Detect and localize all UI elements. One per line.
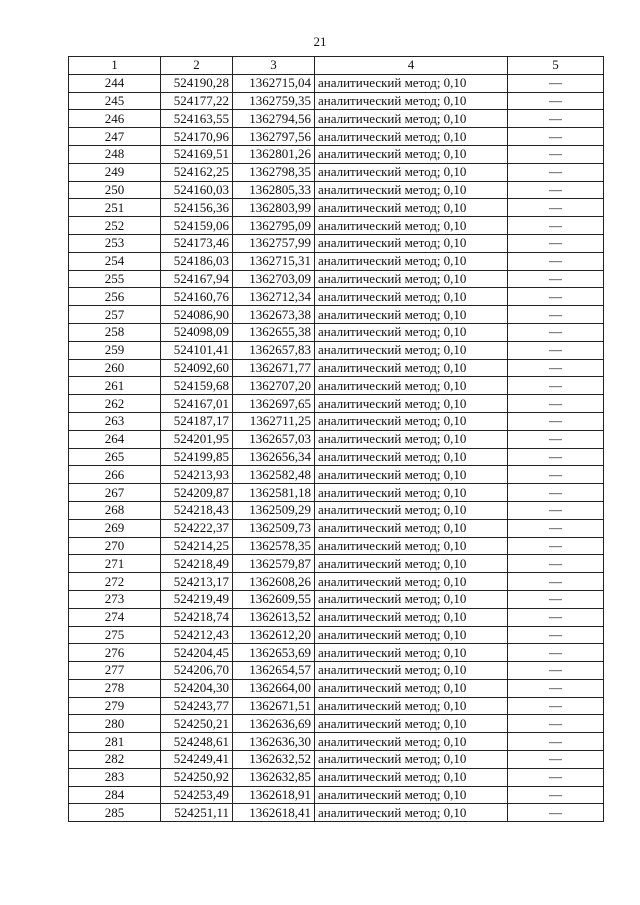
point-number-cell: 255 [69, 270, 161, 288]
table-row [69, 395, 604, 413]
point-number-cell: 252 [69, 217, 161, 235]
table-row [69, 733, 604, 751]
point-number-cell: 280 [69, 715, 161, 733]
point-number-cell: 256 [69, 288, 161, 306]
point-number-cell: 258 [69, 323, 161, 341]
x-coordinate-cell: 524101,41 [161, 341, 233, 359]
x-coordinate-cell: 524169,51 [161, 145, 233, 163]
table-row [69, 74, 604, 92]
remark-cell: — [508, 288, 604, 306]
y-coordinate-cell: 1362795,09 [233, 217, 315, 235]
x-coordinate-cell: 524201,95 [161, 430, 233, 448]
method-cell: аналитический метод; 0,10 [315, 715, 508, 733]
method-cell: аналитический метод; 0,10 [315, 217, 508, 235]
table-row [69, 145, 604, 163]
remark-cell: — [508, 448, 604, 466]
remark-cell: — [508, 786, 604, 804]
y-coordinate-cell: 1362509,73 [233, 519, 315, 537]
table-row [69, 234, 604, 252]
remark-cell: — [508, 128, 604, 146]
method-cell: аналитический метод; 0,10 [315, 768, 508, 786]
y-coordinate-cell: 1362612,20 [233, 626, 315, 644]
method-cell: аналитический метод; 0,10 [315, 181, 508, 199]
point-number-cell: 278 [69, 679, 161, 697]
method-cell: аналитический метод; 0,10 [315, 662, 508, 680]
x-coordinate-cell: 524251,11 [161, 804, 233, 822]
remark-cell: — [508, 768, 604, 786]
x-coordinate-cell: 524218,43 [161, 501, 233, 519]
point-number-cell: 264 [69, 430, 161, 448]
method-cell: аналитический метод; 0,10 [315, 466, 508, 484]
y-coordinate-cell: 1362801,26 [233, 145, 315, 163]
method-cell: аналитический метод; 0,10 [315, 270, 508, 288]
point-number-cell: 279 [69, 697, 161, 715]
x-coordinate-cell: 524249,41 [161, 751, 233, 769]
table-row [69, 519, 604, 537]
point-number-cell: 244 [69, 74, 161, 92]
table-row [69, 804, 604, 822]
method-cell: аналитический метод; 0,10 [315, 644, 508, 662]
x-coordinate-cell: 524092,60 [161, 359, 233, 377]
remark-cell: — [508, 804, 604, 822]
point-number-cell: 284 [69, 786, 161, 804]
x-coordinate-cell: 524187,17 [161, 412, 233, 430]
point-number-cell: 247 [69, 128, 161, 146]
y-coordinate-cell: 1362794,56 [233, 110, 315, 128]
table-row [69, 181, 604, 199]
y-coordinate-cell: 1362712,34 [233, 288, 315, 306]
method-cell: аналитический метод; 0,10 [315, 110, 508, 128]
y-coordinate-cell: 1362632,52 [233, 751, 315, 769]
method-cell: аналитический метод; 0,10 [315, 555, 508, 573]
point-number-cell: 270 [69, 537, 161, 555]
method-cell: аналитический метод; 0,10 [315, 234, 508, 252]
table-row [69, 626, 604, 644]
table-row [69, 199, 604, 217]
remark-cell: — [508, 626, 604, 644]
method-cell: аналитический метод; 0,10 [315, 590, 508, 608]
x-coordinate-cell: 524163,55 [161, 110, 233, 128]
x-coordinate-cell: 524160,03 [161, 181, 233, 199]
y-coordinate-cell: 1362657,83 [233, 341, 315, 359]
y-coordinate-cell: 1362671,77 [233, 359, 315, 377]
x-coordinate-cell: 524250,92 [161, 768, 233, 786]
remark-cell: — [508, 573, 604, 591]
y-coordinate-cell: 1362703,09 [233, 270, 315, 288]
table-row [69, 644, 604, 662]
table-row [69, 679, 604, 697]
y-coordinate-cell: 1362711,25 [233, 412, 315, 430]
y-coordinate-cell: 1362715,31 [233, 252, 315, 270]
x-coordinate-cell: 524162,25 [161, 163, 233, 181]
y-coordinate-cell: 1362664,00 [233, 679, 315, 697]
x-coordinate-cell: 524167,01 [161, 395, 233, 413]
remark-cell: — [508, 181, 604, 199]
y-coordinate-cell: 1362715,04 [233, 74, 315, 92]
method-cell: аналитический метод; 0,10 [315, 252, 508, 270]
y-coordinate-cell: 1362613,52 [233, 608, 315, 626]
remark-cell: — [508, 341, 604, 359]
y-coordinate-cell: 1362609,55 [233, 590, 315, 608]
remark-cell: — [508, 537, 604, 555]
x-coordinate-cell: 524199,85 [161, 448, 233, 466]
point-number-cell: 269 [69, 519, 161, 537]
y-coordinate-cell: 1362618,91 [233, 786, 315, 804]
table-row [69, 252, 604, 270]
remark-cell: — [508, 145, 604, 163]
x-coordinate-cell: 524190,28 [161, 74, 233, 92]
method-cell: аналитический метод; 0,10 [315, 341, 508, 359]
point-number-cell: 272 [69, 573, 161, 591]
remark-cell: — [508, 217, 604, 235]
method-cell: аналитический метод; 0,10 [315, 573, 508, 591]
point-number-cell: 268 [69, 501, 161, 519]
point-number-cell: 261 [69, 377, 161, 395]
remark-cell: — [508, 644, 604, 662]
method-cell: аналитический метод; 0,10 [315, 199, 508, 217]
table-row [69, 608, 604, 626]
point-number-cell: 275 [69, 626, 161, 644]
method-cell: аналитический метод; 0,10 [315, 626, 508, 644]
y-coordinate-cell: 1362673,38 [233, 306, 315, 324]
table-row [69, 786, 604, 804]
point-number-cell: 257 [69, 306, 161, 324]
x-coordinate-cell: 524160,76 [161, 288, 233, 306]
method-cell: аналитический метод; 0,10 [315, 377, 508, 395]
remark-cell: — [508, 697, 604, 715]
remark-cell: — [508, 359, 604, 377]
table-row [69, 430, 604, 448]
method-cell: аналитический метод; 0,10 [315, 306, 508, 324]
method-cell: аналитический метод; 0,10 [315, 323, 508, 341]
table-row [69, 341, 604, 359]
remark-cell: — [508, 306, 604, 324]
point-number-cell: 245 [69, 92, 161, 110]
table-header [69, 57, 604, 75]
remark-cell: — [508, 252, 604, 270]
method-cell: аналитический метод; 0,10 [315, 74, 508, 92]
method-cell: аналитический метод; 0,10 [315, 501, 508, 519]
remark-cell: — [508, 679, 604, 697]
coordinates-table [68, 56, 604, 822]
column-header-2: 2 [161, 57, 233, 75]
point-number-cell: 274 [69, 608, 161, 626]
x-coordinate-cell: 524170,96 [161, 128, 233, 146]
table-body [69, 74, 604, 821]
y-coordinate-cell: 1362608,26 [233, 573, 315, 591]
point-number-cell: 273 [69, 590, 161, 608]
method-cell: аналитический метод; 0,10 [315, 288, 508, 306]
table-row [69, 288, 604, 306]
y-coordinate-cell: 1362707,20 [233, 377, 315, 395]
remark-cell: — [508, 501, 604, 519]
table-row [69, 555, 604, 573]
y-coordinate-cell: 1362618,41 [233, 804, 315, 822]
y-coordinate-cell: 1362656,34 [233, 448, 315, 466]
y-coordinate-cell: 1362578,35 [233, 537, 315, 555]
remark-cell: — [508, 323, 604, 341]
method-cell: аналитический метод; 0,10 [315, 145, 508, 163]
table-row [69, 412, 604, 430]
remark-cell: — [508, 608, 604, 626]
x-coordinate-cell: 524250,21 [161, 715, 233, 733]
remark-cell: — [508, 519, 604, 537]
method-cell: аналитический метод; 0,10 [315, 484, 508, 502]
point-number-cell: 259 [69, 341, 161, 359]
remark-cell: — [508, 733, 604, 751]
column-header-1: 1 [69, 57, 161, 75]
point-number-cell: 254 [69, 252, 161, 270]
y-coordinate-cell: 1362798,35 [233, 163, 315, 181]
x-coordinate-cell: 524212,43 [161, 626, 233, 644]
y-coordinate-cell: 1362509,29 [233, 501, 315, 519]
point-number-cell: 267 [69, 484, 161, 502]
method-cell: аналитический метод; 0,10 [315, 128, 508, 146]
x-coordinate-cell: 524222,37 [161, 519, 233, 537]
remark-cell: — [508, 430, 604, 448]
y-coordinate-cell: 1362657,03 [233, 430, 315, 448]
table-row [69, 466, 604, 484]
point-number-cell: 249 [69, 163, 161, 181]
table-row [69, 128, 604, 146]
point-number-cell: 250 [69, 181, 161, 199]
table-row [69, 768, 604, 786]
point-number-cell: 285 [69, 804, 161, 822]
method-cell: аналитический метод; 0,10 [315, 163, 508, 181]
point-number-cell: 282 [69, 751, 161, 769]
x-coordinate-cell: 524204,45 [161, 644, 233, 662]
point-number-cell: 276 [69, 644, 161, 662]
x-coordinate-cell: 524209,87 [161, 484, 233, 502]
table-row [69, 590, 604, 608]
x-coordinate-cell: 524167,94 [161, 270, 233, 288]
remark-cell: — [508, 412, 604, 430]
table-row [69, 217, 604, 235]
point-number-cell: 271 [69, 555, 161, 573]
method-cell: аналитический метод; 0,10 [315, 412, 508, 430]
point-number-cell: 281 [69, 733, 161, 751]
remark-cell: — [508, 662, 604, 680]
table-row [69, 662, 604, 680]
remark-cell: — [508, 377, 604, 395]
y-coordinate-cell: 1362797,56 [233, 128, 315, 146]
x-coordinate-cell: 524186,03 [161, 252, 233, 270]
column-header-5: 5 [508, 57, 604, 75]
x-coordinate-cell: 524248,61 [161, 733, 233, 751]
x-coordinate-cell: 524086,90 [161, 306, 233, 324]
x-coordinate-cell: 524159,06 [161, 217, 233, 235]
y-coordinate-cell: 1362671,51 [233, 697, 315, 715]
method-cell: аналитический метод; 0,10 [315, 430, 508, 448]
y-coordinate-cell: 1362757,99 [233, 234, 315, 252]
table-row [69, 92, 604, 110]
point-number-cell: 265 [69, 448, 161, 466]
remark-cell: — [508, 270, 604, 288]
y-coordinate-cell: 1362632,85 [233, 768, 315, 786]
x-coordinate-cell: 524218,49 [161, 555, 233, 573]
remark-cell: — [508, 199, 604, 217]
column-header-3: 3 [233, 57, 315, 75]
x-coordinate-cell: 524204,30 [161, 679, 233, 697]
remark-cell: — [508, 466, 604, 484]
remark-cell: — [508, 234, 604, 252]
x-coordinate-cell: 524214,25 [161, 537, 233, 555]
table-row [69, 715, 604, 733]
table-row [69, 377, 604, 395]
y-coordinate-cell: 1362581,18 [233, 484, 315, 502]
remark-cell: — [508, 110, 604, 128]
remark-cell: — [508, 555, 604, 573]
y-coordinate-cell: 1362803,99 [233, 199, 315, 217]
method-cell: аналитический метод; 0,10 [315, 448, 508, 466]
point-number-cell: 266 [69, 466, 161, 484]
table-row [69, 697, 604, 715]
table-row [69, 163, 604, 181]
x-coordinate-cell: 524177,22 [161, 92, 233, 110]
remark-cell: — [508, 484, 604, 502]
x-coordinate-cell: 524098,09 [161, 323, 233, 341]
method-cell: аналитический метод; 0,10 [315, 751, 508, 769]
point-number-cell: 253 [69, 234, 161, 252]
table-row [69, 751, 604, 769]
method-cell: аналитический метод; 0,10 [315, 537, 508, 555]
remark-cell: — [508, 715, 604, 733]
x-coordinate-cell: 524159,68 [161, 377, 233, 395]
table-row [69, 323, 604, 341]
method-cell: аналитический метод; 0,10 [315, 804, 508, 822]
table-row [69, 270, 604, 288]
remark-cell: — [508, 751, 604, 769]
y-coordinate-cell: 1362759,35 [233, 92, 315, 110]
remark-cell: — [508, 92, 604, 110]
point-number-cell: 251 [69, 199, 161, 217]
x-coordinate-cell: 524156,36 [161, 199, 233, 217]
point-number-cell: 248 [69, 145, 161, 163]
table-row [69, 359, 604, 377]
x-coordinate-cell: 524213,93 [161, 466, 233, 484]
remark-cell: — [508, 163, 604, 181]
table-row [69, 448, 604, 466]
point-number-cell: 283 [69, 768, 161, 786]
method-cell: аналитический метод; 0,10 [315, 679, 508, 697]
x-coordinate-cell: 524206,70 [161, 662, 233, 680]
y-coordinate-cell: 1362655,38 [233, 323, 315, 341]
point-number-cell: 246 [69, 110, 161, 128]
y-coordinate-cell: 1362579,87 [233, 555, 315, 573]
x-coordinate-cell: 524213,17 [161, 573, 233, 591]
table-row [69, 537, 604, 555]
point-number-cell: 263 [69, 412, 161, 430]
y-coordinate-cell: 1362653,69 [233, 644, 315, 662]
y-coordinate-cell: 1362805,33 [233, 181, 315, 199]
table-row [69, 484, 604, 502]
y-coordinate-cell: 1362582,48 [233, 466, 315, 484]
column-header-4: 4 [315, 57, 508, 75]
header-row [69, 57, 604, 75]
point-number-cell: 262 [69, 395, 161, 413]
y-coordinate-cell: 1362697,65 [233, 395, 315, 413]
point-number-cell: 260 [69, 359, 161, 377]
remark-cell: — [508, 590, 604, 608]
method-cell: аналитический метод; 0,10 [315, 92, 508, 110]
x-coordinate-cell: 524253,49 [161, 786, 233, 804]
x-coordinate-cell: 524219,49 [161, 590, 233, 608]
x-coordinate-cell: 524243,77 [161, 697, 233, 715]
method-cell: аналитический метод; 0,10 [315, 359, 508, 377]
method-cell: аналитический метод; 0,10 [315, 733, 508, 751]
method-cell: аналитический метод; 0,10 [315, 395, 508, 413]
table-row [69, 573, 604, 591]
y-coordinate-cell: 1362654,57 [233, 662, 315, 680]
y-coordinate-cell: 1362636,69 [233, 715, 315, 733]
point-number-cell: 277 [69, 662, 161, 680]
x-coordinate-cell: 524218,74 [161, 608, 233, 626]
method-cell: аналитический метод; 0,10 [315, 519, 508, 537]
table-row [69, 501, 604, 519]
remark-cell: — [508, 74, 604, 92]
remark-cell: — [508, 395, 604, 413]
method-cell: аналитический метод; 0,10 [315, 786, 508, 804]
table-row [69, 110, 604, 128]
y-coordinate-cell: 1362636,30 [233, 733, 315, 751]
x-coordinate-cell: 524173,46 [161, 234, 233, 252]
method-cell: аналитический метод; 0,10 [315, 608, 508, 626]
method-cell: аналитический метод; 0,10 [315, 697, 508, 715]
table-row [69, 306, 604, 324]
page-number: 21 [313, 34, 327, 49]
